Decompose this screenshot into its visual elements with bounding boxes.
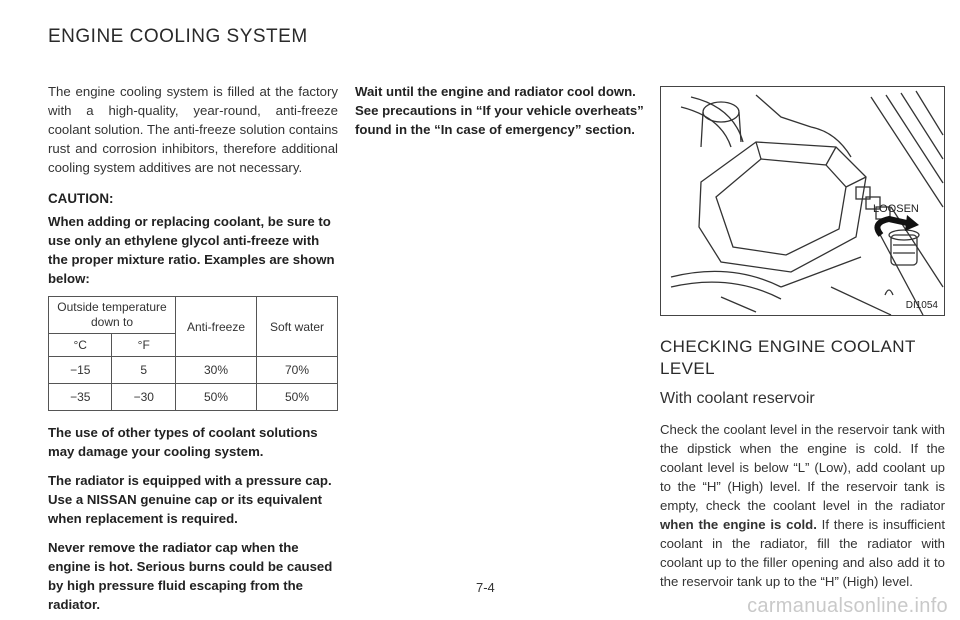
check-text-part-2: If there is insufficient coolant in the radiator, fill the radiator with coolant up to the filler opening and also add it to the reservoir tank up to the “H” (High) level. xyxy=(660,517,945,589)
caution-label: CAUTION: xyxy=(48,191,114,206)
loosen-label: LOOSEN xyxy=(873,203,919,215)
header-outside-temperature: Outside temperature down to xyxy=(49,297,176,334)
cell-fahrenheit: −30 xyxy=(112,384,176,411)
warning-other-coolants: The use of other types of coolant solutions may damage your cooling system. xyxy=(48,425,318,459)
radiator-cap-illustration xyxy=(660,86,945,316)
cell-antifreeze: 50% xyxy=(176,384,257,411)
header-soft-water: Soft water xyxy=(257,297,338,357)
table-row xyxy=(49,357,338,384)
cell-soft-water: 50% xyxy=(257,384,338,411)
cell-celsius: −15 xyxy=(49,357,112,384)
right-column xyxy=(660,86,945,591)
subsection-title: With coolant reservoir xyxy=(660,390,815,407)
header-antifreeze: Anti-freeze xyxy=(176,297,257,357)
cell-antifreeze: 30% xyxy=(176,357,257,384)
middle-column xyxy=(355,82,645,139)
cell-celsius: −35 xyxy=(49,384,112,411)
cell-soft-water: 70% xyxy=(257,357,338,384)
watermark: carmanualsonline.info xyxy=(747,595,948,617)
intro-paragraph: The engine cooling system is filled at the factory with a high-quality, year-round, anti-freeze coolant solution. The anti-freeze solution contains rust and corrosion inhibitors, therefore additional cooling system additives are not necessary. xyxy=(48,84,338,175)
check-text-part-1: Check the coolant level in the reservoir tank with the dipstick when the engine is cold. If the coolant level is below “L” (Low), add coolant up to the “H” (High) level. If the reservoir tank is empty, check the coolant level in the radiator xyxy=(660,422,945,513)
check-text-bold: when the engine is cold. xyxy=(660,517,817,532)
caution-text: When adding or replacing coolant, be sure to use only an ethylene glycol anti-freeze with the proper mixture ratio. Examples are shown below: xyxy=(48,214,335,286)
header-celsius: °C xyxy=(49,334,112,357)
table-row xyxy=(49,384,338,411)
cell-fahrenheit: 5 xyxy=(112,357,176,384)
coolant-mixture-table xyxy=(48,296,338,411)
engine-bay-drawing xyxy=(661,87,944,315)
check-coolant-paragraph xyxy=(660,420,945,591)
left-column xyxy=(48,82,338,614)
page-title: ENGINE COOLING SYSTEM xyxy=(48,26,308,47)
warning-pressure-cap: The radiator is equipped with a pressure cap. Use a NISSAN genuine cap or its equivalent when replacement is required. xyxy=(48,473,332,526)
page-number: 7-4 xyxy=(476,580,495,595)
warning-hot-radiator: Never remove the radiator cap when the engine is hot. Serious burns could be caused by high pressure fluid escaping from the radiator. xyxy=(48,540,333,612)
header-fahrenheit: °F xyxy=(112,334,176,357)
section-title: CHECKING ENGINE COOLANT LEVEL xyxy=(660,337,916,378)
figure-code: DI1054 xyxy=(905,300,938,311)
wait-instruction: Wait until the engine and radiator cool down. See precautions in “If your vehicle overheats” found in the “In case of emergency” section. xyxy=(355,84,644,137)
